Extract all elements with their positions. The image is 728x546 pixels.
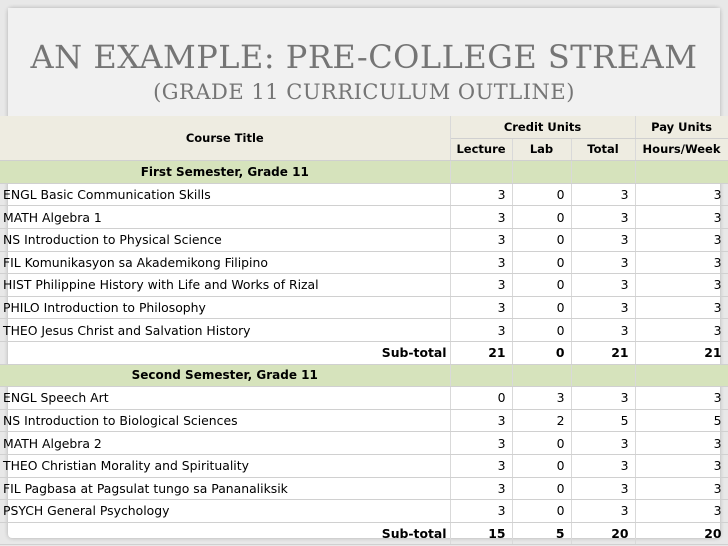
course-name: FIL Pagbasa at Pagsulat tungo sa Pananaliksik [0,477,450,500]
header-hours-week: Hours/Week [635,138,728,161]
course-pay: 3 [635,206,728,229]
course-total: 3 [571,319,635,342]
subtotal-lecture: 21 [450,341,512,364]
course-lecture: 3 [450,183,512,206]
header-lecture: Lecture [450,138,512,161]
course-total: 3 [571,500,635,523]
course-lecture: 3 [450,477,512,500]
course-pay: 3 [635,387,728,410]
course-row [0,409,728,432]
subtotal-total: 21 [571,341,635,364]
course-lab: 0 [512,500,571,523]
subtotal-label: Sub-total [0,522,450,545]
course-pay: 3 [635,183,728,206]
course-name: ENGL Basic Communication Skills [0,183,450,206]
course-row [0,296,728,319]
course-lecture: 3 [450,454,512,477]
course-pay: 3 [635,274,728,297]
course-total: 3 [571,387,635,410]
subtotal-pay: 20 [635,522,728,545]
course-name: PSYCH General Psychology [0,500,450,523]
semester-empty-cell [450,364,512,387]
slide-title: AN EXAMPLE: PRE-COLLEGE STREAM [30,38,698,76]
semester-empty-cell [571,364,635,387]
subtotal-pay: 21 [635,341,728,364]
course-row [0,319,728,342]
course-total: 5 [571,409,635,432]
header-row-1 [0,116,728,138]
course-pay: 3 [635,477,728,500]
subtotal-lab: 5 [512,522,571,545]
course-lecture: 3 [450,206,512,229]
semester-row [0,364,728,387]
course-lab: 0 [512,477,571,500]
course-pay: 3 [635,228,728,251]
course-row [0,432,728,455]
course-lecture: 3 [450,409,512,432]
curriculum-table [0,116,728,545]
course-pay: 3 [635,296,728,319]
course-lecture: 3 [450,296,512,319]
semester-title: First Semester, Grade 11 [0,161,450,184]
course-lab: 0 [512,274,571,297]
course-name: FIL Komunikasyon sa Akademikong Filipino [0,251,450,274]
course-name: NS Introduction to Physical Science [0,228,450,251]
course-name: HIST Philippine History with Life and Works of Rizal [0,274,450,297]
semester-empty-cell [450,161,512,184]
course-name: THEO Christian Morality and Spirituality [0,454,450,477]
course-row [0,274,728,297]
course-lecture: 0 [450,387,512,410]
course-row [0,228,728,251]
header-lab: Lab [512,138,571,161]
course-name: ENGL Speech Art [0,387,450,410]
course-total: 3 [571,183,635,206]
subtotal-total: 20 [571,522,635,545]
course-pay: 3 [635,432,728,455]
subtotal-label: Sub-total [0,341,450,364]
course-lab: 0 [512,296,571,319]
course-row [0,183,728,206]
subtotal-row [0,341,728,364]
course-total: 3 [571,477,635,500]
course-name: NS Introduction to Biological Sciences [0,409,450,432]
course-total: 3 [571,296,635,319]
course-pay: 3 [635,500,728,523]
course-pay: 3 [635,251,728,274]
course-row [0,477,728,500]
course-row [0,206,728,229]
course-name: MATH Algebra 1 [0,206,450,229]
semester-empty-cell [512,364,571,387]
course-lab: 0 [512,319,571,342]
course-pay: 3 [635,319,728,342]
course-lab: 0 [512,251,571,274]
course-lecture: 3 [450,274,512,297]
course-lecture: 3 [450,500,512,523]
header-course-title: Course Title [0,116,450,161]
header-pay-units: Pay Units [635,116,728,138]
course-row [0,387,728,410]
semester-empty-cell [571,161,635,184]
course-lab: 2 [512,409,571,432]
course-total: 3 [571,274,635,297]
semester-empty-cell [635,364,728,387]
slide-subtitle: (GRADE 11 CURRICULUM OUTLINE) [153,80,575,104]
course-lab: 0 [512,228,571,251]
course-pay: 3 [635,454,728,477]
course-total: 3 [571,454,635,477]
semester-row [0,161,728,184]
course-lab: 0 [512,183,571,206]
course-lecture: 3 [450,319,512,342]
subtotal-row [0,522,728,545]
semester-title: Second Semester, Grade 11 [0,364,450,387]
header-credit-units: Credit Units [450,116,635,138]
course-lab: 0 [512,432,571,455]
course-total: 3 [571,251,635,274]
course-lecture: 3 [450,228,512,251]
semester-empty-cell [635,161,728,184]
course-row [0,251,728,274]
course-pay: 5 [635,409,728,432]
course-total: 3 [571,206,635,229]
course-total: 3 [571,432,635,455]
semester-empty-cell [512,161,571,184]
course-lecture: 3 [450,432,512,455]
course-name: THEO Jesus Christ and Salvation History [0,319,450,342]
subtotal-lab: 0 [512,341,571,364]
course-row [0,454,728,477]
course-total: 3 [571,228,635,251]
course-row [0,500,728,523]
course-lecture: 3 [450,251,512,274]
header-total: Total [571,138,635,161]
subtotal-lecture: 15 [450,522,512,545]
course-lab: 0 [512,454,571,477]
course-lab: 0 [512,206,571,229]
course-name: PHILO Introduction to Philosophy [0,296,450,319]
course-name: MATH Algebra 2 [0,432,450,455]
course-lab: 3 [512,387,571,410]
